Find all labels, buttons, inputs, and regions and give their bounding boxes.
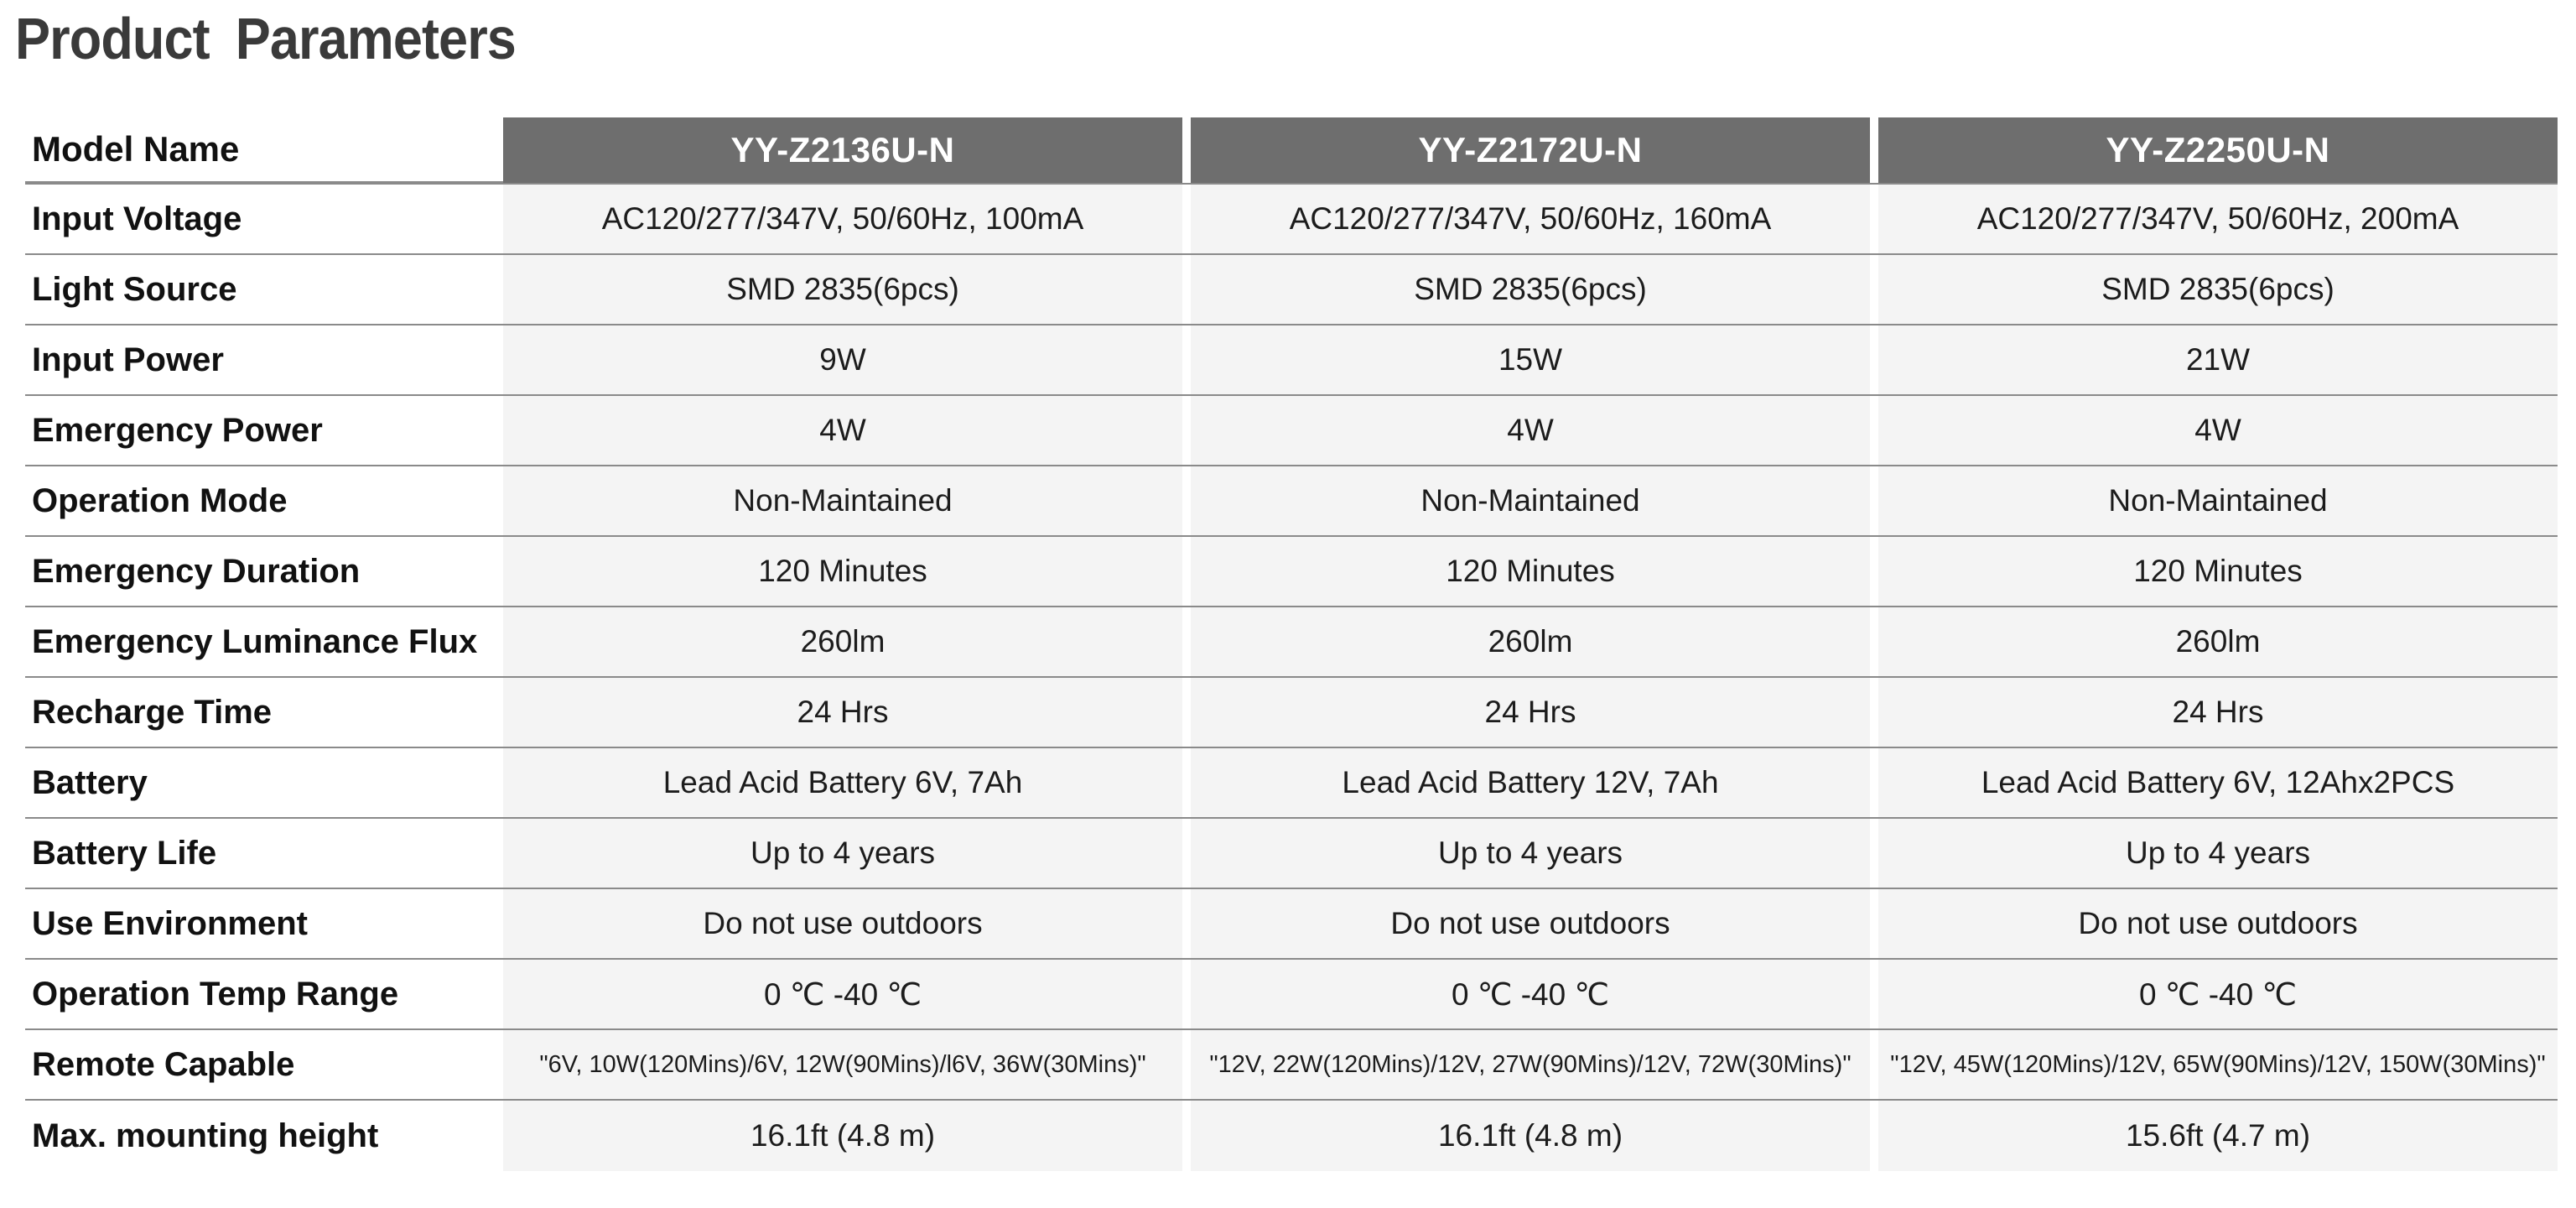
value-cell-model-1: Up to 4 years: [503, 817, 1182, 888]
value-cell-model-1: 4W: [503, 394, 1182, 465]
table-row: [25, 676, 2558, 747]
model-name-label: Model Name: [25, 117, 503, 183]
table-header-row: [25, 117, 2558, 183]
table-row: [25, 888, 2558, 958]
table-row: [25, 535, 2558, 606]
value-cell-model-2: AC120/277/347V, 50/60Hz, 160mA: [1191, 183, 1870, 253]
model-header-1: YY-Z2136U-N: [503, 117, 1182, 183]
value-cell-model-2: SMD 2835(6pcs): [1191, 253, 1870, 324]
row-label: Input Voltage: [25, 183, 503, 253]
row-label: Battery Life: [25, 817, 503, 888]
row-label: Max. mounting height: [25, 1099, 503, 1171]
value-cell-model-2: Do not use outdoors: [1191, 888, 1870, 958]
page-title: Product Parameters: [15, 6, 516, 71]
value-cell-model-1: 260lm: [503, 606, 1182, 676]
table-body: [25, 183, 2558, 1171]
value-cell-model-2: "12V, 22W(120Mins)/12V, 27W(90Mins)/12V, 72W(30Mins)": [1191, 1028, 1870, 1099]
value-cell-model-1: 9W: [503, 324, 1182, 394]
value-cell-model-1: 16.1ft (4.8 m): [503, 1099, 1182, 1171]
value-cell-model-2: Lead Acid Battery 12V, 7Ah: [1191, 747, 1870, 817]
table-row: [25, 747, 2558, 817]
product-parameters-table: [25, 117, 2558, 1171]
value-cell-model-1: Do not use outdoors: [503, 888, 1182, 958]
table-row: [25, 958, 2558, 1028]
table-row: [25, 1028, 2558, 1099]
value-cell-model-2: 120 Minutes: [1191, 535, 1870, 606]
row-label: Battery: [25, 747, 503, 817]
value-cell-model-2: Non-Maintained: [1191, 465, 1870, 535]
value-cell-model-2: 16.1ft (4.8 m): [1191, 1099, 1870, 1171]
row-label: Use Environment: [25, 888, 503, 958]
value-cell-model-3: 120 Minutes: [1878, 535, 2558, 606]
value-cell-model-3: Up to 4 years: [1878, 817, 2558, 888]
value-cell-model-2: 4W: [1191, 394, 1870, 465]
value-cell-model-3: 24 Hrs: [1878, 676, 2558, 747]
table-row: [25, 394, 2558, 465]
value-cell-model-1: AC120/277/347V, 50/60Hz, 100mA: [503, 183, 1182, 253]
model-header-2: YY-Z2172U-N: [1191, 117, 1870, 183]
value-cell-model-3: 4W: [1878, 394, 2558, 465]
value-cell-model-3: 21W: [1878, 324, 2558, 394]
row-label: Input Power: [25, 324, 503, 394]
value-cell-model-1: "6V, 10W(120Mins)/6V, 12W(90Mins)/l6V, 36W(30Mins)": [503, 1028, 1182, 1099]
row-label: Emergency Power: [25, 394, 503, 465]
value-cell-model-1: Non-Maintained: [503, 465, 1182, 535]
value-cell-model-1: 0 ℃ -40 ℃: [503, 958, 1182, 1028]
table-row: [25, 324, 2558, 394]
table-row: [25, 183, 2558, 253]
row-label: Emergency Luminance Flux: [25, 606, 503, 676]
value-cell-model-2: 24 Hrs: [1191, 676, 1870, 747]
value-cell-model-3: 15.6ft (4.7 m): [1878, 1099, 2558, 1171]
value-cell-model-1: 120 Minutes: [503, 535, 1182, 606]
table-row: [25, 253, 2558, 324]
value-cell-model-2: 0 ℃ -40 ℃: [1191, 958, 1870, 1028]
row-label: Remote Capable: [25, 1028, 503, 1099]
value-cell-model-1: Lead Acid Battery 6V, 7Ah: [503, 747, 1182, 817]
value-cell-model-3: SMD 2835(6pcs): [1878, 253, 2558, 324]
row-label: Emergency Duration: [25, 535, 503, 606]
value-cell-model-2: Up to 4 years: [1191, 817, 1870, 888]
value-cell-model-3: Lead Acid Battery 6V, 12Ahx2PCS: [1878, 747, 2558, 817]
value-cell-model-3: AC120/277/347V, 50/60Hz, 200mA: [1878, 183, 2558, 253]
value-cell-model-3: Non-Maintained: [1878, 465, 2558, 535]
value-cell-model-2: 260lm: [1191, 606, 1870, 676]
value-cell-model-1: SMD 2835(6pcs): [503, 253, 1182, 324]
row-label: Light Source: [25, 253, 503, 324]
row-label: Operation Temp Range: [25, 958, 503, 1028]
value-cell-model-2: 15W: [1191, 324, 1870, 394]
value-cell-model-3: "12V, 45W(120Mins)/12V, 65W(90Mins)/12V, 150W(30Mins)": [1878, 1028, 2558, 1099]
table-row: [25, 465, 2558, 535]
model-header-3: YY-Z2250U-N: [1878, 117, 2558, 183]
value-cell-model-3: 260lm: [1878, 606, 2558, 676]
table-row: [25, 817, 2558, 888]
table-row: [25, 1099, 2558, 1171]
value-cell-model-3: Do not use outdoors: [1878, 888, 2558, 958]
table-row: [25, 606, 2558, 676]
row-label: Operation Mode: [25, 465, 503, 535]
value-cell-model-1: 24 Hrs: [503, 676, 1182, 747]
row-label: Recharge Time: [25, 676, 503, 747]
value-cell-model-3: 0 ℃ -40 ℃: [1878, 958, 2558, 1028]
